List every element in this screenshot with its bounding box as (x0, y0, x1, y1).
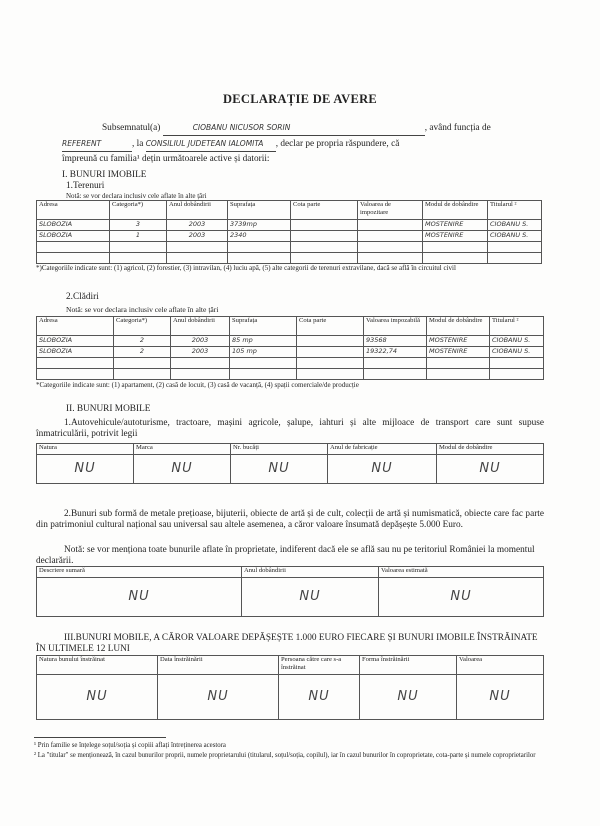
cell: 93568 (364, 336, 427, 347)
cell (291, 253, 358, 264)
cell: MOSTENIRE (427, 347, 490, 358)
bunuri-pretioase-table (36, 566, 544, 617)
cell: NU (279, 675, 360, 720)
cell: 3739mp (228, 220, 291, 231)
cell (228, 242, 291, 253)
th-modul-dobandire: Modul de dobândire (437, 444, 544, 455)
declarant-name: CIOBANU NICUSOR SORIN (163, 120, 425, 136)
table-row (37, 220, 542, 231)
table-row (37, 369, 544, 380)
table-row (37, 242, 542, 253)
th-titularul: Titularul ² (488, 201, 542, 220)
cell: 2003 (171, 347, 230, 358)
cell: 1 (110, 231, 167, 242)
cladiri-note: Notă: se vor declara inclusiv cele aflate în alte țări (66, 305, 219, 314)
th-descriere: Descriere sumară (37, 567, 242, 578)
cell: CIOBANU S. (488, 220, 542, 231)
cell: NU (457, 675, 544, 720)
table-row (37, 231, 542, 242)
cell: NU (37, 578, 242, 617)
intro-line-1 (62, 120, 552, 136)
cell: 2003 (171, 336, 230, 347)
cell: SLOBOZIA (37, 347, 114, 358)
cell: CIOBANU S. (488, 231, 542, 242)
cell: CIOBANU S. (490, 336, 544, 347)
th-valoarea: Valoarea de impozitare (358, 201, 423, 220)
th-suprafata: Suprafața (230, 317, 297, 336)
th-valoarea: Valoarea impozabilă (364, 317, 427, 336)
cell (488, 253, 542, 264)
cell: SLOBOZIA (37, 220, 110, 231)
th-titularul: Titularul ² (490, 317, 544, 336)
cell (358, 231, 423, 242)
cell (291, 242, 358, 253)
cell (364, 358, 427, 369)
cell (297, 347, 364, 358)
cell (230, 369, 297, 380)
th-modul: Modul de dobândire (423, 201, 488, 220)
cell: NU (231, 455, 328, 484)
cell (358, 242, 423, 253)
table-row (37, 455, 544, 484)
th-adresa: Adresa (37, 317, 114, 336)
th-marca: Marca (134, 444, 231, 455)
table-row (37, 358, 544, 369)
terenuri-header-row (37, 201, 542, 220)
cell: 105 mp (230, 347, 297, 358)
table-row (37, 578, 544, 617)
cladiri-category-note: *Categoriile indicate sunt: (1) apartament, (2) casă de locuit, (3) casă de vacanță, (4) spații comerciale/de producție (36, 381, 359, 389)
th-anul-fabricatie: Anul de fabricație (328, 444, 437, 455)
cell: CIOBANU S. (490, 347, 544, 358)
cell (110, 242, 167, 253)
cell (423, 242, 488, 253)
cell: 19322,74 (364, 347, 427, 358)
cell (427, 369, 490, 380)
cell (171, 369, 230, 380)
table-row (37, 253, 542, 264)
cell: NU (437, 455, 544, 484)
intro-paragraph (62, 120, 552, 167)
table-row (37, 347, 544, 358)
th-forma-instrainarii: Forma înstrăinării (360, 656, 457, 675)
th-cota: Cota parte (297, 317, 364, 336)
bunuri-pretioase-paragraph: 2.Bunuri sub formă de metale prețioase, bijuterii, obiecte de artă și de cult, colecții de artă și numismatică, obiecte care fac parte din patrimoniul cultural național sau universal sau altele asemenea, a căror valoare însumată depășește 5.000 Euro. (36, 509, 544, 530)
section-1-heading: I. BUNURI IMOBILE (62, 170, 147, 180)
cell (490, 369, 544, 380)
cell (114, 358, 171, 369)
cladiri-table (36, 316, 544, 380)
cell: NU (37, 675, 158, 720)
th-persoana: Persoana către care s-a înstrăinat (279, 656, 360, 675)
bunuri-pretioase-note: Notă: se vor menționa toate bunurile aflate în proprietate, indiferent dacă ele se află sau nu pe teritoriul României la momentul declarării. (36, 545, 535, 566)
document-title: DECLARAȚIE DE AVERE (222, 92, 378, 106)
autovehicule-header-row (37, 444, 544, 455)
cell (110, 253, 167, 264)
terenuri-table (36, 200, 542, 264)
cell: NU (242, 578, 379, 617)
cell (423, 253, 488, 264)
terenuri-category-note: *)Categoriile indicate sunt: (1) agricol, (2) forestier, (3) intravilan, (4) luciu apă, (5) alte categorii de terenuri extravilane, dacă se află în circuitul civil (36, 264, 456, 272)
declarant-function: REFERENT (62, 136, 132, 152)
intro-declar: , declar pe propria răspundere, că (275, 139, 400, 149)
intro-line-2 (62, 136, 552, 152)
cell (291, 231, 358, 242)
bunuri-header-row (37, 567, 544, 578)
cell (114, 369, 171, 380)
th-anul: Anul dobândirii (171, 317, 230, 336)
cell: MOSTENIRE (423, 231, 488, 242)
cell: SLOBOZIA (37, 231, 110, 242)
cell (228, 253, 291, 264)
cell (297, 369, 364, 380)
cell (37, 369, 114, 380)
footnote-1: ¹ Prin familie se înțelege soțul/soția și copiii aflați întreținerea acestora (34, 742, 226, 749)
footnote-divider (34, 737, 166, 738)
th-anul-dobandirii: Anul dobândirii (242, 567, 379, 578)
th-categoria: Categoria*) (110, 201, 167, 220)
intro-line-3: împreună cu familia¹ dețin următoarele active și datorii: (62, 154, 270, 164)
cell: 2 (114, 347, 171, 358)
cell: 2003 (167, 220, 228, 231)
cell (37, 358, 114, 369)
cell (358, 253, 423, 264)
cell (291, 220, 358, 231)
cell (364, 369, 427, 380)
th-adresa: Adresa (37, 201, 110, 220)
cell (230, 358, 297, 369)
th-categoria: Categoria*) (114, 317, 171, 336)
cell (490, 358, 544, 369)
cell: 3 (110, 220, 167, 231)
intro-la: , la (132, 139, 144, 149)
cladiri-heading: 2.Clădiri (66, 292, 99, 302)
table-row (37, 336, 544, 347)
cell: NU (360, 675, 457, 720)
intro-subsemnatul: Subsemnatul(a) (102, 123, 161, 133)
cell (37, 253, 110, 264)
terenuri-heading: 1.Terenuri (66, 181, 105, 191)
section-2-heading: II. BUNURI MOBILE (66, 404, 151, 414)
th-cota: Cota parte (291, 201, 358, 220)
cell: NU (328, 455, 437, 484)
th-data-instrainarii: Data înstrăinării (158, 656, 279, 675)
cell: 2003 (167, 231, 228, 242)
terenuri-note: Notă: se vor declara inclusiv cele aflate în alte țări (66, 192, 207, 200)
cell: MOSTENIRE (423, 220, 488, 231)
cell (297, 358, 364, 369)
cell: 85 mp (230, 336, 297, 347)
cell: NU (158, 675, 279, 720)
cell: 2 (114, 336, 171, 347)
cell (488, 242, 542, 253)
autovehicule-table (36, 443, 544, 484)
table-row (37, 675, 544, 720)
th-valoarea-estimata: Valoarea estimată (379, 567, 544, 578)
cell (167, 253, 228, 264)
cell: NU (37, 455, 134, 484)
cell (358, 220, 423, 231)
cell: NU (134, 455, 231, 484)
th-nr-bucati: Nr. bucăți (231, 444, 328, 455)
declarant-institution: CONSILIUL JUDETEAN IALOMITA (146, 136, 276, 152)
th-suprafata: Suprafața (228, 201, 291, 220)
cell (297, 336, 364, 347)
footnote-2: ² La "titular" se menționează, în cazul bunurilor proprii, numele proprietarului (titularul, soțul/soția, copilul), iar în cazul bunurilor în coproprietate, cota-parte și numele coproprietarilor (34, 752, 536, 759)
cell (171, 358, 230, 369)
instrainate-header-row (37, 656, 544, 675)
th-natura-bunului: Natura bunului înstrăinat (37, 656, 158, 675)
cell: 2340 (228, 231, 291, 242)
cell: NU (379, 578, 544, 617)
cell: SLOBOZIA (37, 336, 114, 347)
instrainate-table (36, 655, 544, 720)
cell: MOSTENIRE (427, 336, 490, 347)
cladiri-header-row (37, 317, 544, 336)
th-modul: Modul de dobândire (427, 317, 490, 336)
intro-functia: , având funcția de (424, 123, 491, 133)
cell (37, 242, 110, 253)
th-anul: Anul dobândirii (167, 201, 228, 220)
section-3-heading: III.BUNURI MOBILE, A CĂROR VALOARE DEPĂȘEȘTE 1.000 EURO FIECARE ȘI BUNURI IMOBILE ÎNSTRĂINATE ÎN ULTIMELE 12 LUNI (36, 633, 538, 654)
autovehicule-paragraph: 1.Autovehicule/autoturisme, tractoare, mașini agricole, șalupe, iahturi și alte mijloace de transport care sunt supuse înmatriculării, potrivit legii (36, 418, 544, 439)
cell (427, 358, 490, 369)
cell (167, 242, 228, 253)
th-valoarea: Valoarea (457, 656, 544, 675)
th-natura: Natura (37, 444, 134, 455)
